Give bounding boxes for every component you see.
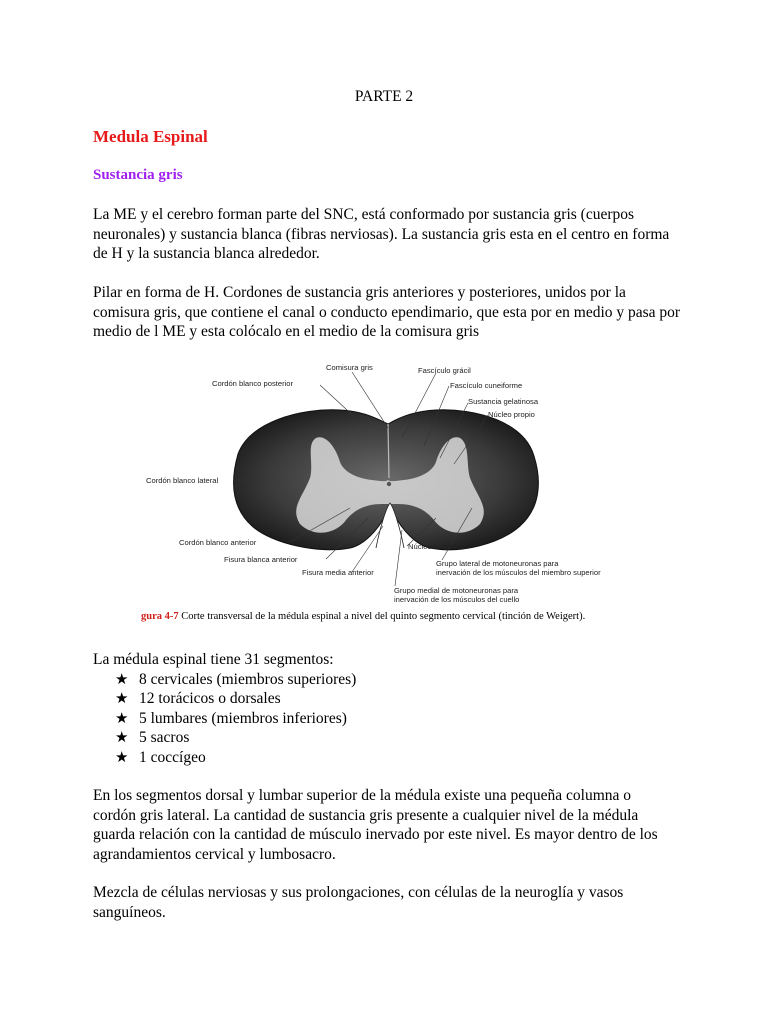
part-title: PARTE 2 [354,88,414,105]
paragraph-3-text: En los segmentos dorsal y lumbar superior de la médula existe una pequeña columna o cordón gris lateral. La cantidad de sustancia gris presente a cualquier nivel de la médula guarda relación con la cantidad de músculo inervado por este nivel. Es mayor dentro de los agrandamientos cervical y lumbosacro. [93,787,658,863]
heading-medula-espinal: Medula Espinal [93,127,208,146]
segment-label: 5 lumbares (miembros inferiores) [139,709,347,727]
label-grupo-lateral-2: inervación de los músculos del miembro superior [436,568,601,577]
figure-number: gura 4-7 [141,611,179,622]
list-item [93,709,683,729]
label-grupo-medial-1: Grupo medial de motoneuronas para [394,586,519,595]
label-grupo-medial-2: inervación de los músculos del cuello [394,595,520,604]
figure-caption [141,611,621,622]
label-cordon-blanco-anterior: Cordón blanco anterior [179,538,257,547]
label-fasciculo-cuneiforme: Fascículo cuneiforme [450,381,523,390]
label-fisura-media-anterior: Fisura media anterior [302,568,374,577]
star-bullet-icon: ★ [115,728,129,746]
list-item [93,670,683,690]
star-bullet-icon: ★ [115,708,129,727]
star-bullet-icon: ★ [115,669,129,688]
paragraph-4 [93,883,653,922]
paragraph-1 [93,205,683,264]
star-bullet-icon: ★ [115,747,129,766]
label-fasciculo-gracil: Fascículo grácil [418,366,471,375]
segment-label: 12 torácicos o dorsales [139,690,281,707]
segments-intro: La médula espinal tiene 31 segmentos: [93,651,334,668]
paragraph-3 [93,786,668,864]
label-sustancia-gelatinosa: Sustancia gelatinosa [468,397,539,406]
segment-label: 1 coccígeo [139,748,206,766]
label-cordon-blanco-posterior: Cordón blanco posterior [212,379,294,388]
segments-section [93,650,683,767]
list-item [93,728,683,748]
label-nucleo-propio: Núcleo propio [488,410,535,419]
figure-caption-text: Corte transversal de la médula espinal a nivel del quinto segmento cervical (tinción de Weigert). [178,611,586,622]
spinal-cord-diagram [140,358,630,608]
star-bullet-icon: ★ [115,689,129,707]
label-cordon-blanco-lateral: Cordón blanco lateral [146,476,219,485]
label-grupo-lateral-1: Grupo lateral de motoneuronas para [436,559,559,568]
paragraph-2-text: Pilar en forma de H. Cordones de sustancia gris anteriores y posteriores, unidos por la comisura gris, que contiene el canal o conducto ependimario, que esta por en medio y pasa por medio de l ME y esta colócalo en el medio de la comisura gris [93,284,681,340]
segment-label: 5 sacros [139,729,190,746]
segment-label: 8 cervicales (miembros superiores) [139,670,357,688]
label-nucleo-accesorio: Núcleo accesorio [408,542,467,551]
label-comisura-gris: Comisura gris [326,363,373,372]
paragraph-4-text: Mezcla de células nerviosas y sus prolongaciones, con células de la neuroglía y vasos sanguíneos. [93,884,624,921]
segments-list [93,670,683,768]
spinal-cord-figure [140,358,630,608]
label-fisura-blanca-anterior: Fisura blanca anterior [224,555,298,564]
subheading-sustancia-gris: Sustancia gris [93,167,183,183]
list-item [93,748,683,768]
paragraph-2 [93,283,683,342]
list-item [93,689,683,709]
paragraph-1-text: La ME y el cerebro forman parte del SNC, está conformado por sustancia gris (cuerpos neuronales) y sustancia blanca (fibras nerviosas). La sustancia gris esta en el centro en forma de H y la sustancia blanca alrededor. [93,206,670,262]
